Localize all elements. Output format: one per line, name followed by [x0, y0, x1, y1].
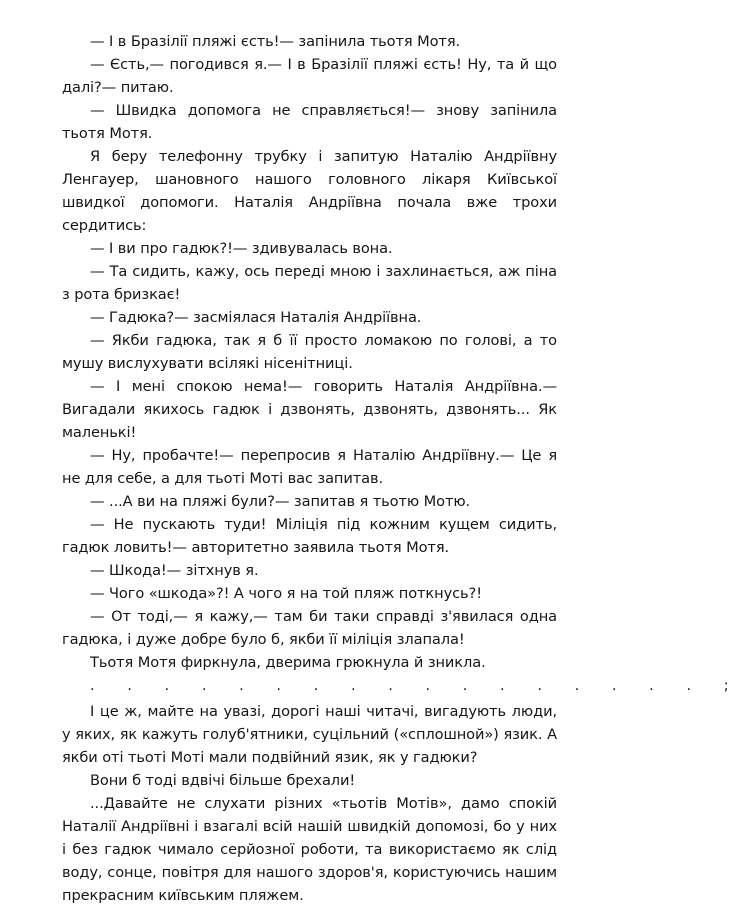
- separator-end: ;: [723, 677, 729, 694]
- paragraph: — Шкода!— зітхнув я.: [90, 562, 259, 579]
- paragraph: — І мені спокою нема!— говорить Наталія Андріївна.— Вигадали якихось гадюк і дзвонять, дзвонять, дзвонять... Як маленькі!: [62, 378, 557, 441]
- paragraph: — І в Бразілії пляжі єсть!— запінила тьотя Мотя.: [90, 33, 461, 50]
- paragraph: — Гадюка?— засміялася Наталія Андріївна.: [90, 309, 422, 326]
- paragraph: Тьотя Мотя фиркнула, дверима грюкнула й зникла.: [90, 654, 486, 671]
- paragraph: — Швидка допомога не справляється!— знову запінила тьотя Мотя.: [62, 102, 557, 142]
- section-separator: [62, 674, 729, 697]
- closing-paragraph: І це ж, майте на увазі, дорогі наші читачі, вигадують люди, у яких, як кажуть голуб'ятники, суцільний («сплошной») язик. А якби оті тьоті Моті мали подвійний язик, як у гадюки?: [62, 703, 557, 766]
- paragraph: — Та сидить, кажу, ось переді мною і захлинається, аж піна з рота бризкає!: [62, 263, 557, 303]
- paragraph: — Чого «шкода»?! А чого я на той пляж поткнусь?!: [90, 585, 482, 602]
- paragraph: — І ви про гадюк?!— здивувалась вона.: [90, 240, 393, 257]
- text-body: [62, 30, 729, 907]
- paragraph: — ...А ви на пляжі були?— запитав я тьотю Мотю.: [90, 493, 471, 510]
- paragraph: — От тоді,— я кажу,— там би таки справді з'явилася одна гадюка, і дуже добре було б, якби її міліція злапала!: [62, 608, 557, 648]
- paragraph: — Єсть,— погодився я.— І в Бразілії пляжі єсть! Ну, та й що далі?— питаю.: [62, 56, 557, 96]
- paragraph: — Не пускають туди! Міліція під кожним кущем сидить, гадюк ловить!— авторитетно заявила тьотя Мотя.: [62, 516, 557, 556]
- paragraph: — Ну, пробачте!— перепросив я Наталію Андріївну.— Це я не для себе, а для тьоті Моті вас запитав.: [62, 447, 557, 487]
- closing-paragraph: ...Давайте не слухати різних «тьотів Мотів», дамо спокій Наталії Андріївні і взагалі всій нашій швидкій допомозі, бо у них і без гадюк чимало серйозної роботи, та використаємо як слід воду, сонце, повітря для нашого здоров'я, користуючись нашим прекрасним київським пляжем.: [62, 795, 557, 904]
- separator-dots: . . . . . . . . . . . . . . . . .: [90, 677, 706, 694]
- closing-paragraph: Вони б тоді вдвічі більше брехали!: [90, 772, 356, 789]
- paragraph: — Якби гадюка, так я б її просто ломакою по голові, а то мушу вислухувати всілякі нісенітниці.: [62, 332, 557, 372]
- paragraph: Я беру телефонну трубку і запитую Наталію Андріївну Ленгауер, шановного нашого головного лікаря Київської швидкої допомоги. Наталія Андріївна почала вже трохи сердитись:: [62, 148, 557, 234]
